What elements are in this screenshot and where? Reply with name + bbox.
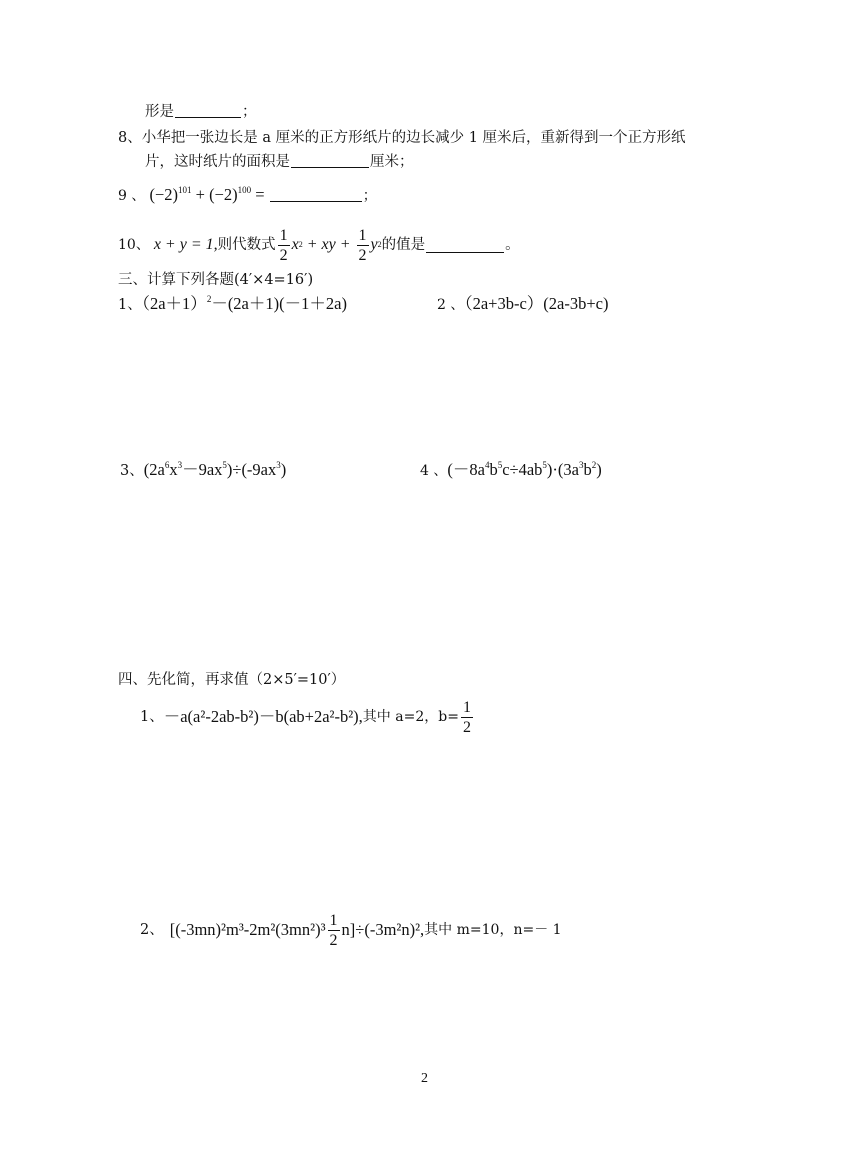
s3-p2-label: 2 、 xyxy=(437,297,465,313)
s3-p3-f: ) xyxy=(280,460,287,479)
q10-fraction-1 xyxy=(278,227,290,264)
q10-line: 10、 x + y = 1, 则代数式 $\frac{1}{2}$ x 2 + xy + $\frac{1}{2}$ y 2 的值是 。 xyxy=(118,226,520,264)
s4-p2-frac-denominator: 2 xyxy=(329,931,338,949)
q7-text: 形是 xyxy=(145,104,174,120)
answer-blank-q10[interactable] xyxy=(426,238,504,253)
q8-text-1: 8、小华把一张边长是 a 厘米的正方形纸片的边长减少 1 厘米后，重新得到一个正方形纸 xyxy=(118,130,686,146)
q10-tail: 的值是 xyxy=(381,237,426,253)
s3-p3-e4: 3 xyxy=(276,460,281,470)
s3-p4-e1: 4 xyxy=(484,460,490,470)
s3-p4-e3: 5 xyxy=(542,460,547,470)
s4-p1-where: 其中 a=2，b= xyxy=(362,709,459,725)
answer-blank-q8[interactable] xyxy=(291,153,369,168)
q9-line xyxy=(118,186,377,206)
s4-p2-expr-b: n]÷(-3m²n)², xyxy=(341,920,425,939)
q10-frac2-numerator: 1 xyxy=(358,226,367,244)
q10-text: 则代数式 xyxy=(217,237,276,253)
s3-p1-exponent: 2 xyxy=(206,294,212,304)
s3-p2-expr: （2a+3b-c）(2a-3b+c) xyxy=(464,294,609,313)
q10-frac1-numerator: 1 xyxy=(279,226,288,244)
q10-condition: x + y = 1, xyxy=(153,236,218,253)
q7-continuation xyxy=(145,103,257,121)
q10-middle: + xy + xyxy=(302,236,355,253)
page-number: 2 xyxy=(421,1071,428,1086)
s3-p4-c: c÷4ab xyxy=(502,460,543,479)
q8-line2 xyxy=(145,153,414,171)
s3-p4-a: (－8a xyxy=(447,460,485,479)
q9-label: 9 、 xyxy=(118,188,146,204)
s3-problem-1 xyxy=(118,295,347,314)
s3-p3-a: (2a xyxy=(143,460,165,479)
q10-end: 。 xyxy=(505,237,520,253)
q9-exponent-1: 101 xyxy=(178,185,192,195)
q9-exponent-2: 100 xyxy=(237,185,252,195)
s3-p1-expr-b: －(2a＋1)(－1＋2a) xyxy=(211,294,347,313)
q10-frac1-denominator: 2 xyxy=(279,246,288,264)
q9-base-2: (−2) xyxy=(209,185,238,204)
s3-problem-3 xyxy=(120,461,286,480)
s4-p1-frac-denominator: 2 xyxy=(462,718,471,736)
section-4-title: 四、先化简，再求值（2×5′=10′） xyxy=(118,672,346,688)
s3-p1-expr-a: （2a＋1） xyxy=(141,294,207,313)
section-3-title: 三、计算下列各题(4′×4=16′) xyxy=(118,272,314,288)
s3-p1-label: 1、 xyxy=(118,297,142,313)
s3-p4-d: )·(3a xyxy=(546,460,579,479)
s3-p4-e4: 3 xyxy=(578,460,584,470)
s3-problem-2 xyxy=(437,295,609,314)
q10-fraction-2 xyxy=(357,227,369,264)
q8-text-3: 厘米； xyxy=(370,154,414,170)
q9-equals: = xyxy=(251,185,269,204)
answer-blank-q7[interactable] xyxy=(175,103,241,118)
s4-p2-fraction xyxy=(328,912,340,949)
s4-problem-1 xyxy=(140,694,475,740)
q10-label: 10、 xyxy=(118,237,150,253)
q10-x: x xyxy=(291,236,299,253)
s3-p3-label: 3、 xyxy=(120,463,144,479)
s3-p4-label: 4 、 xyxy=(420,463,448,479)
s4-p1-fraction xyxy=(461,699,473,736)
s4-p2-frac-numerator: 1 xyxy=(329,911,338,929)
s4-p1-label: 1、 xyxy=(140,709,164,725)
s3-p3-e3: 5 xyxy=(222,460,227,470)
s3-p4-e2: 5 xyxy=(497,460,503,470)
s3-p3-b: x xyxy=(169,460,178,479)
s4-p1-expr: －a(a²-2ab-b²)－b(ab+2a²-b²), xyxy=(163,707,363,726)
s3-p4-f: b xyxy=(583,460,592,479)
s4-p2-expr-a: [(-3mn)²m³-2m²(3mn²)³ xyxy=(169,920,326,939)
q10-y: y xyxy=(370,236,378,253)
s4-p2-where: 其中 m=10，n=－ 1 xyxy=(424,922,562,938)
s3-p4-e5: 2 xyxy=(591,460,597,470)
answer-blank-q9[interactable] xyxy=(270,187,362,202)
s4-p1-frac-numerator: 1 xyxy=(462,698,471,716)
s3-p3-e2: 3 xyxy=(177,460,183,470)
s4-problem-2 xyxy=(140,907,562,953)
q10-frac2-denominator: 2 xyxy=(358,246,367,264)
q8-text-2: 片，这时纸片的面积是 xyxy=(145,154,290,170)
s3-p4-g: ) xyxy=(596,460,602,479)
s3-p3-d: )÷(-9ax xyxy=(226,460,277,479)
s3-p3-c: －9ax xyxy=(182,460,223,479)
q9-base-1: (−2) xyxy=(149,185,179,204)
s3-p3-e1: 6 xyxy=(164,460,170,470)
s3-p4-b: b xyxy=(489,460,498,479)
q8-line1 xyxy=(118,129,686,147)
s3-problem-4 xyxy=(420,461,602,480)
s4-p2-label: 2、 xyxy=(140,922,164,938)
q9-plus: + xyxy=(191,185,210,204)
q9-end: ； xyxy=(362,189,377,204)
q7-end: ； xyxy=(242,104,257,120)
